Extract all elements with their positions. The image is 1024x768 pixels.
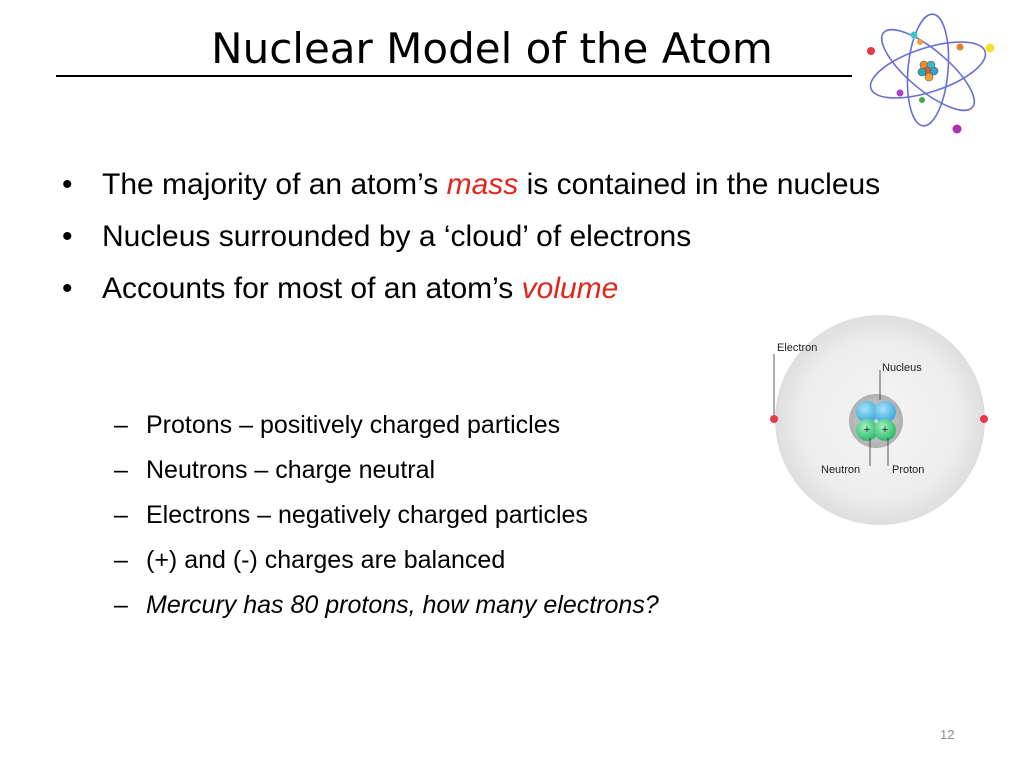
- bullet-item: [62, 268, 942, 310]
- dash-glyph: –: [114, 591, 128, 619]
- dash-glyph: –: [114, 546, 128, 574]
- page-number: 12: [940, 727, 955, 742]
- label-proton: Proton: [892, 464, 925, 476]
- sub-bullet-text: Electrons – negatively charged particles: [146, 501, 588, 529]
- proton-sign: +: [863, 424, 871, 436]
- sub-bullet-item: [114, 500, 814, 530]
- bullet-glyph: •: [62, 220, 73, 253]
- bullet-text: Accounts for most of an atom’s volume: [102, 272, 619, 305]
- sub-bullet-item: [114, 590, 814, 620]
- sub-bullet-text: Protons – positively charged particles: [146, 411, 561, 439]
- nucleus-shell: [849, 394, 903, 448]
- bullet-text: Nucleus surrounded by a ‘cloud’ of electrons: [102, 220, 692, 253]
- bullet-list: [62, 164, 942, 320]
- highlight-word-volume: volume: [521, 272, 619, 305]
- dash-glyph: –: [114, 501, 128, 529]
- sub-bullet-text: Neutrons – charge neutral: [146, 456, 436, 484]
- label-electron: Electron: [777, 342, 818, 354]
- title-underline: [56, 75, 852, 77]
- label-neutron: Neutron: [821, 464, 861, 476]
- highlight-word-mass: mass: [446, 168, 519, 201]
- electron-particle: [770, 415, 778, 423]
- sub-bullet-question: Mercury has 80 protons, how many electrons?: [146, 591, 659, 619]
- bullet-item: [62, 216, 942, 258]
- sub-bullet-text: (+) and (-) charges are balanced: [146, 546, 506, 574]
- sub-bullet-item: [114, 545, 814, 575]
- electron-particle: [980, 415, 988, 423]
- dash-glyph: –: [114, 411, 128, 439]
- sub-bullet-item: [114, 410, 814, 440]
- sub-bullet-list: [114, 410, 814, 635]
- proton-sign: +: [881, 424, 889, 436]
- sub-bullet-item: [114, 455, 814, 485]
- bullet-item: [62, 164, 942, 206]
- dash-glyph: –: [114, 456, 128, 484]
- bullet-text: The majority of an atom’s mass is contained in the nucleus: [102, 168, 881, 201]
- bullet-glyph: •: [62, 168, 73, 201]
- label-nucleus: Nucleus: [882, 362, 922, 374]
- atom-diagram: [766, 314, 988, 528]
- slide-title: Nuclear Model of the Atom: [211, 24, 773, 73]
- bullet-glyph: •: [62, 272, 73, 305]
- atom-icon: [862, 8, 998, 138]
